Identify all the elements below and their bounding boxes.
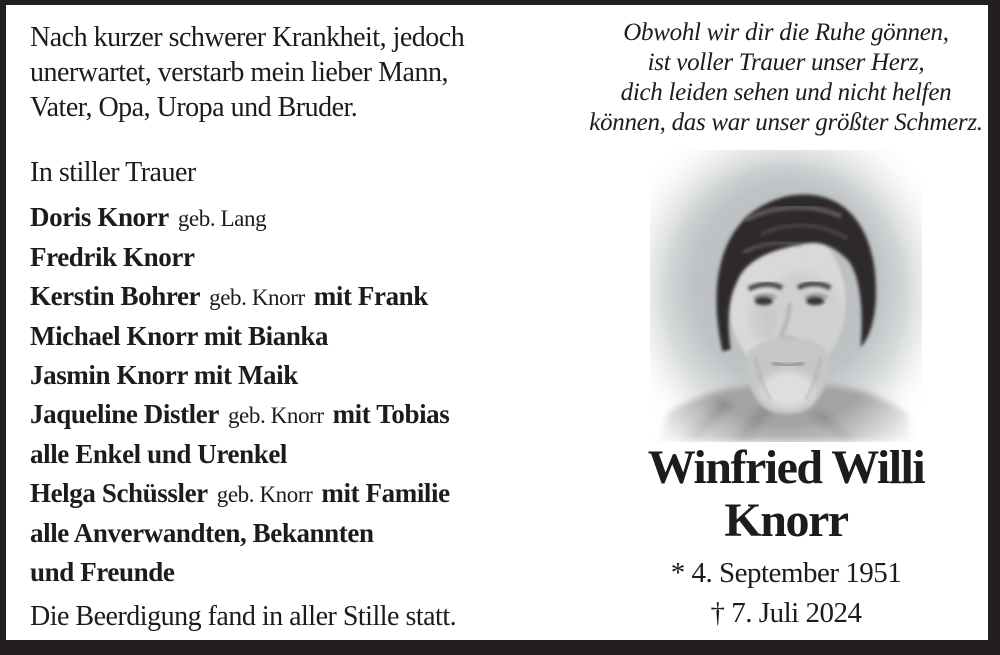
text-line: unerwartet, verstarb mein lieber Mann,: [30, 57, 448, 88]
mourner-maiden-name: geb. Knorr: [209, 285, 305, 310]
text-line: Vater, Opa, Uropa und Bruder.: [30, 92, 358, 123]
mourner-name: Doris Knorr: [30, 202, 169, 232]
mourner-name: alle Anverwandten, Bekannten: [30, 518, 374, 548]
mourner-line: [30, 277, 590, 317]
mourning-label: In stiller Trauer: [30, 157, 196, 188]
mourner-companion: mit Familie: [321, 478, 450, 508]
funeral-note: Die Beerdigung fand in aller Stille statt.: [30, 601, 457, 632]
mourners-list: [30, 198, 590, 592]
birth-date: * 4. September 1951: [670, 557, 902, 589]
mourner-name: Kerstin Bohrer: [30, 281, 201, 311]
mourner-line: [30, 317, 590, 356]
deceased-name: [586, 441, 986, 547]
mourner-companion: mit Tobias: [332, 399, 450, 429]
mourner-line: [30, 435, 590, 474]
mourner-name: Michael Knorr mit Bianka: [30, 321, 329, 351]
mourner-name: Helga Schüssler: [30, 478, 208, 508]
mourner-name: Fredrik Knorr: [30, 242, 195, 272]
text-line: Nach kurzer schwerer Krankheit, jedoch: [30, 22, 465, 53]
mourner-name: Jasmin Knorr mit Maik: [30, 360, 298, 390]
intro-text: [30, 20, 560, 125]
death-date: † 7. Juli 2024: [710, 597, 862, 629]
portrait-photo: [650, 150, 922, 442]
mourning-verse: [586, 18, 986, 138]
mourner-name: alle Enkel und Urenkel: [30, 439, 288, 469]
mourner-line: [30, 198, 590, 238]
mourner-line: [30, 474, 590, 514]
mourner-line: [30, 553, 590, 592]
mourner-line: [30, 238, 590, 277]
mourner-line: [30, 356, 590, 395]
portrait-photo-illustration: [650, 150, 922, 442]
mourner-name: Jaqueline Distler: [30, 399, 219, 429]
mourner-maiden-name: geb. Knorr: [216, 482, 313, 507]
text-line: Obwohl wir dir die Ruhe gönnen,: [623, 19, 949, 46]
mourner-line: [30, 514, 590, 553]
text-line: dich leiden sehen und nicht helfen: [620, 79, 952, 106]
text-line: ist voller Trauer unser Herz,: [647, 49, 925, 76]
mourner-maiden-name: geb. Knorr: [227, 403, 324, 428]
mourner-companion: mit Frank: [313, 281, 428, 311]
text-line: Knorr: [724, 494, 848, 547]
mourner-line: [30, 395, 590, 435]
text-line: Winfried Willi: [647, 441, 925, 494]
mourner-maiden-name: geb. Lang: [177, 206, 267, 231]
photo-vignette: [650, 150, 922, 442]
text-line: können, das war unser größter Schmerz.: [589, 109, 983, 136]
mourner-name: und Freunde: [30, 557, 175, 587]
